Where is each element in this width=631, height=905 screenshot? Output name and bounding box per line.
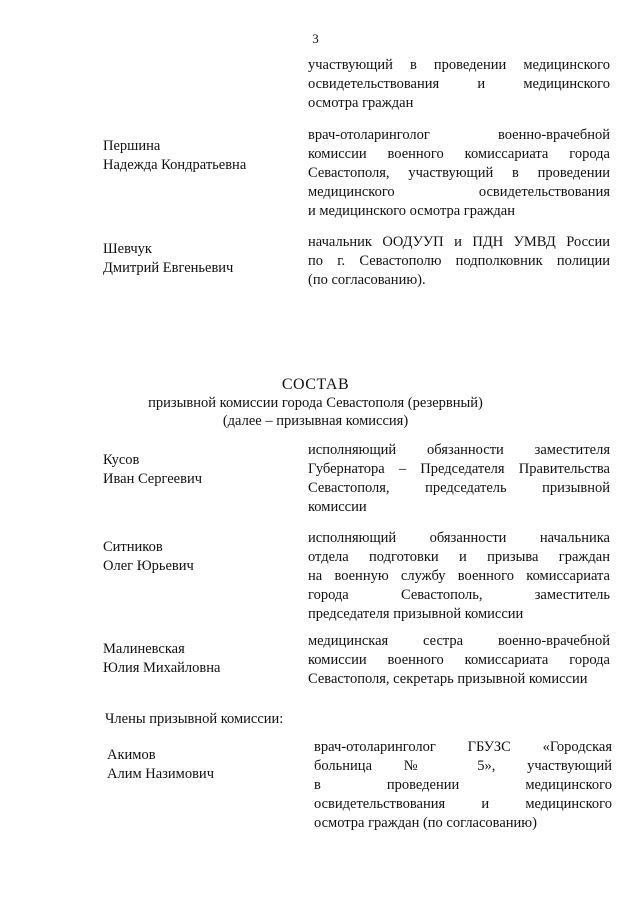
role-line: комиссии военного комиссариата города [308, 146, 610, 162]
role-line: председателя призывной комиссии [308, 606, 524, 622]
role-line: начальник ООДУУП и ПДН УМВД России [308, 234, 610, 250]
given-names: Иван Сергеевич [103, 471, 203, 487]
role-line: медицинского освидетельствования [308, 184, 610, 200]
role-line: Севастополя, председатель призывной [308, 480, 610, 496]
role-line: осмотра граждан [308, 95, 414, 111]
role-line: на военную службу военного комиссариата [308, 568, 610, 584]
role-line: врач-отоларинголог ГБУЗС «Городская [314, 739, 612, 755]
surname: Шевчук [103, 241, 152, 257]
given-names: Олег Юрьевич [103, 558, 194, 574]
role-line: участвующий в проведении медицинского [308, 57, 610, 73]
role-line: (по согласованию). [308, 272, 426, 288]
member-name [103, 451, 303, 489]
section-title: СОСТАВ [281, 376, 350, 393]
role-line: освидетельствования и медицинского [308, 76, 610, 92]
role-line: Севастополя, участвующий в проведении [308, 165, 610, 181]
section-subtitle: (далее – призывная комиссия) [222, 413, 409, 429]
role-line: по г. Севастополю подполковник полиции [308, 253, 610, 269]
role-line: исполняющий обязанности заместителя [308, 442, 610, 458]
role-line: больница № 5», участвующий [314, 758, 612, 774]
role-line: освидетельствования и медицинского [314, 796, 612, 812]
surname: Ситников [103, 539, 163, 555]
surname: Кусов [103, 452, 140, 468]
member-name [103, 137, 303, 175]
role-line: Губернатора – Председателя Правительства [308, 461, 610, 477]
given-names: Надежда Кондратьевна [103, 157, 247, 173]
role-line: Севастополя, секретарь призывной комиссии [308, 671, 588, 687]
role-line: осмотра граждан (по согласованию) [314, 815, 537, 831]
surname: Акимов [107, 747, 156, 763]
surname: Малиневская [103, 641, 185, 657]
member-name [107, 746, 307, 784]
role-line: в проведении медицинского [314, 777, 612, 793]
members-label: Члены призывной комиссии: [105, 711, 284, 727]
member-role [308, 529, 610, 624]
member-role [308, 632, 610, 689]
member-role [308, 441, 610, 517]
member-role [314, 738, 612, 833]
given-names: Алим Назимович [107, 766, 214, 782]
role-line: комиссии военного комиссариата города [308, 652, 610, 668]
role-line: комиссии [308, 499, 367, 515]
member-role [308, 233, 610, 290]
section-subtitle: призывной комиссии города Севастополя (резервный) [148, 395, 483, 411]
role-line: врач-отоларинголог военно-врачебной [308, 127, 610, 143]
role-line: исполняющий обязанности начальника [308, 530, 610, 546]
surname: Першина [103, 138, 161, 154]
given-names: Юлия Михайловна [103, 660, 221, 676]
role-line: города Севастополь, заместитель [308, 587, 610, 603]
member-name [103, 640, 303, 678]
continuation-role [308, 56, 610, 113]
role-line: медицинская сестра военно-врачебной [308, 633, 610, 649]
page-number: 3 [312, 31, 319, 46]
member-role [308, 126, 610, 221]
role-line: и медицинского осмотра граждан [308, 203, 516, 219]
member-name [103, 240, 303, 278]
section-heading [0, 376, 631, 430]
role-line: отдела подготовки и призыва граждан [308, 549, 610, 565]
given-names: Дмитрий Евгеньевич [103, 260, 234, 276]
member-name [103, 538, 303, 576]
